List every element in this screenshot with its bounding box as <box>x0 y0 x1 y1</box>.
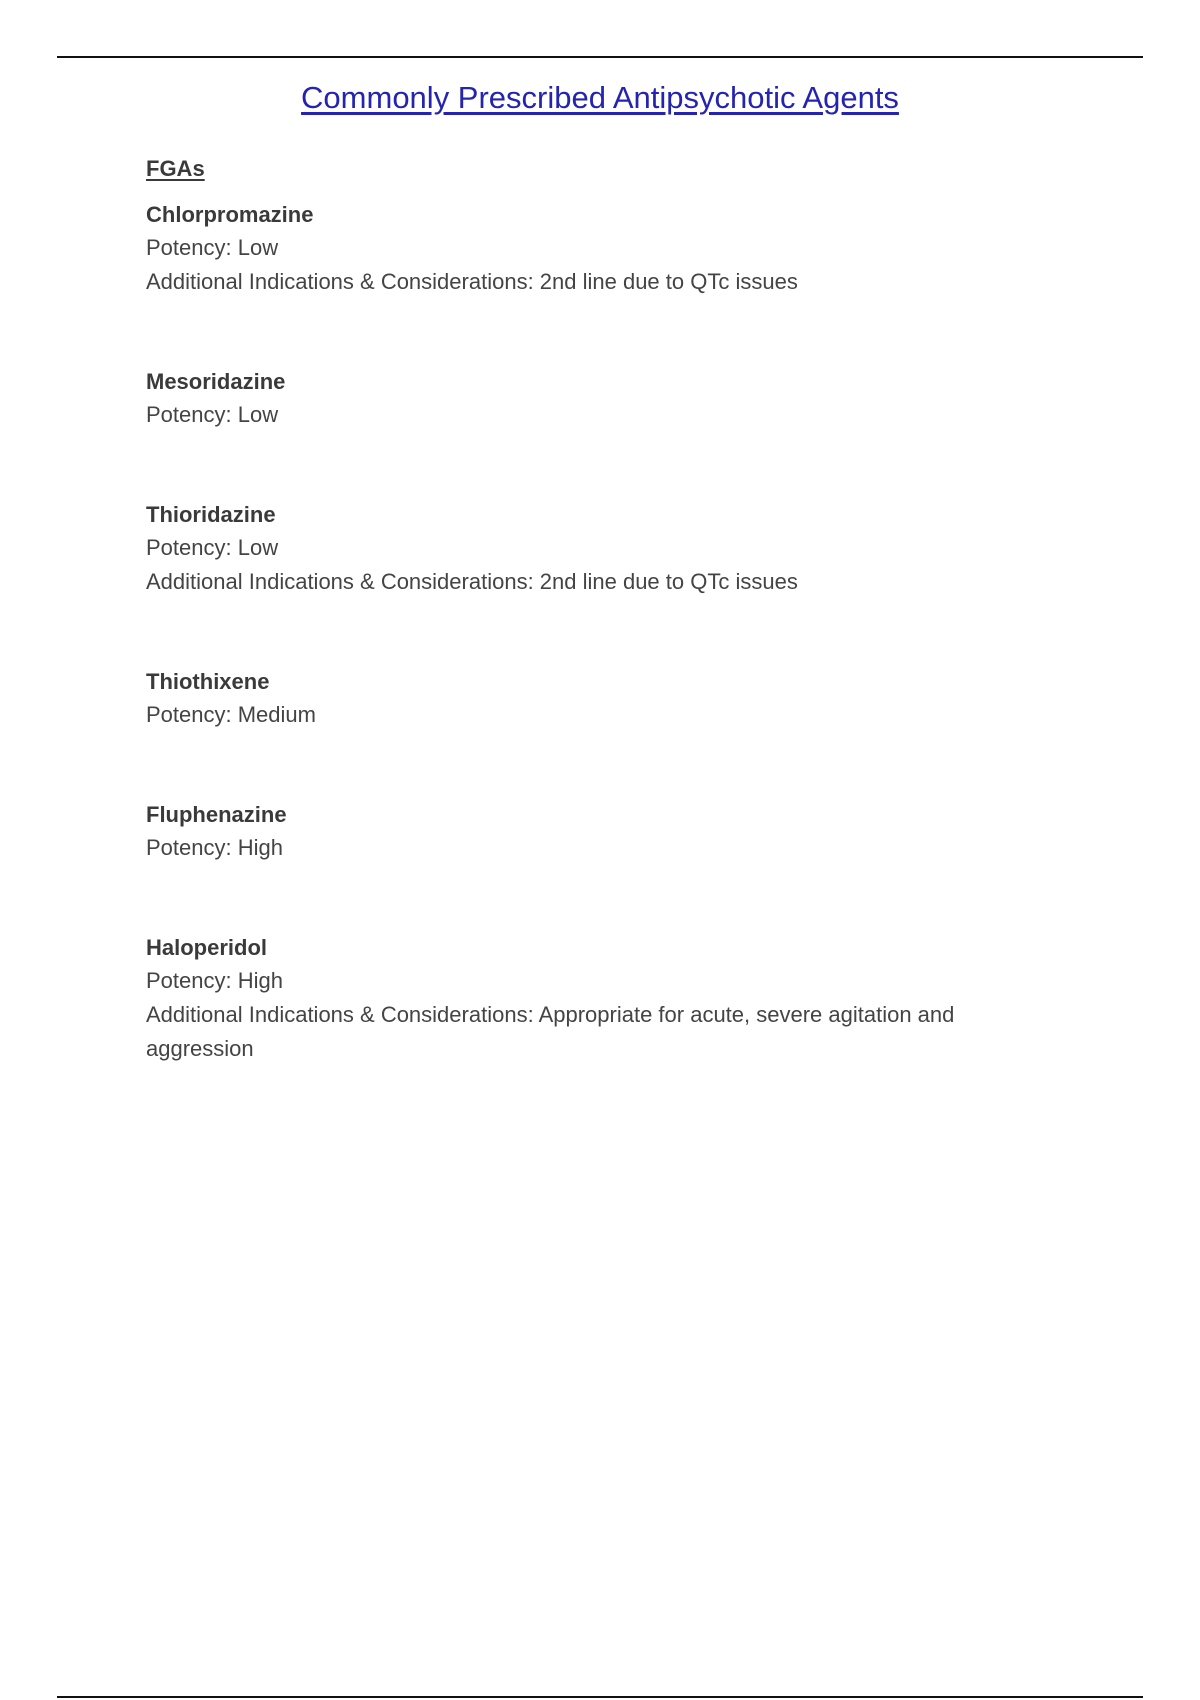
page-title[interactable]: Commonly Prescribed Antipsychotic Agents <box>301 80 899 115</box>
drug-entry-thiothixene <box>146 665 1046 732</box>
section-heading: FGAs <box>146 156 205 181</box>
drug-potency: Potency: Low <box>146 235 279 260</box>
drug-entry-thioridazine <box>146 498 1046 599</box>
top-rule <box>57 56 1143 58</box>
bottom-rule <box>57 1696 1143 1698</box>
drug-considerations: Additional Indications & Considerations: 2nd line due to QTc issues <box>146 269 798 294</box>
drug-considerations: Additional Indications & Considerations: Appropriate for acute, severe agitation and aggression <box>146 1002 955 1061</box>
drug-entry-fluphenazine <box>146 798 1046 865</box>
drug-potency: Potency: Low <box>146 402 279 427</box>
drug-name: Thioridazine <box>146 502 276 527</box>
document-body <box>146 154 1046 1132</box>
drug-potency: Potency: High <box>146 968 283 993</box>
drug-name: Thiothixene <box>146 669 270 694</box>
drug-name: Fluphenazine <box>146 802 287 827</box>
drug-potency: Potency: Medium <box>146 702 316 727</box>
drug-entry-mesoridazine <box>146 365 1046 432</box>
drug-potency: Potency: Low <box>146 535 279 560</box>
drug-entry-haloperidol <box>146 931 1046 1066</box>
drug-considerations: Additional Indications & Considerations: 2nd line due to QTc issues <box>146 569 798 594</box>
drug-potency: Potency: High <box>146 835 283 860</box>
drug-name: Chlorpromazine <box>146 202 314 227</box>
drug-name: Haloperidol <box>146 935 268 960</box>
drug-entry-chlorpromazine <box>146 198 1046 299</box>
drug-name: Mesoridazine <box>146 369 286 394</box>
